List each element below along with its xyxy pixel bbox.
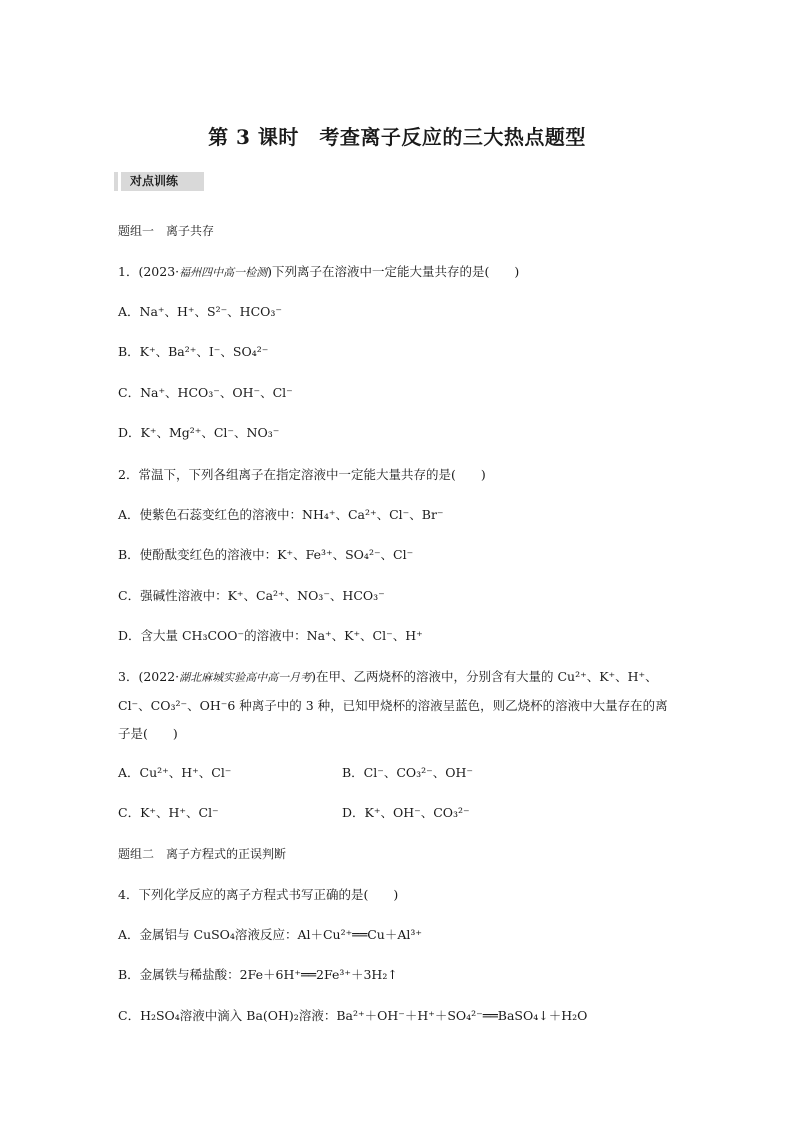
question-3-source: 湖北麻城实验高中高一月考 [179,671,312,684]
question-2-option-a: A．使紫色石蕊变红色的溶液中：NH₄⁺、Ca²⁺、Cl⁻、Br⁻ [118,507,444,522]
question-2-stem: 2．常温下，下列各组离子在指定溶液中一定能大量共存的是( ) [118,467,486,482]
question-3-suffix: )在甲、乙两烧杯的溶液中，分别含有大量的 Cu²⁺、K⁺、H⁺、Cl⁻、CO₃²⁻、OH⁻6 种离子中的 3 种，已知甲烧杯的溶液呈蓝色，则乙烧杯的溶液中大量存在的离子是( ) [118,669,668,741]
question-2-option-d: D．含大量 CH₃COO⁻的溶液中：Na⁺、K⁺、Cl⁻、H⁺ [118,628,423,643]
question-1-option-c: C．Na⁺、HCO₃⁻、OH⁻、Cl⁻ [118,385,293,400]
group-heading-2: 题组二 离子方程式的正误判断 [118,847,287,861]
question-1-suffix: )下列离子在溶液中一定能大量共存的是( ) [267,264,520,279]
question-2-option-b: B．使酚酞变红色的溶液中：K⁺、Fe³⁺、SO₄²⁻、Cl⁻ [118,547,414,562]
question-3-option-d: D．K⁺、OH⁻、CO₃²⁻ [342,805,470,820]
question-3-prefix: 3．(2022· [118,669,180,684]
question-4-option-b: B．金属铁与稀盐酸：2Fe＋6H⁺══2Fe³⁺＋3H₂↑ [118,967,398,982]
group-heading-1: 题组一 离子共存 [118,224,215,238]
question-4-option-c: C．H₂SO₄溶液中滴入 Ba(OH)₂溶液：Ba²⁺＋OH⁻＋H⁺＋SO₄²⁻══BaSO₄↓＋H₂O [118,1008,588,1023]
question-3-option-b: B．Cl⁻、CO₃²⁻、OH⁻ [342,765,474,780]
question-4-stem: 4．下列化学反应的离子方程式书写正确的是( ) [118,887,399,902]
question-1-prefix: 1．(2023· [118,264,180,279]
question-3-option-a: A．Cu²⁺、H⁺、Cl⁻ [118,765,232,780]
question-1-stem [118,262,519,283]
question-1-option-b: B．K⁺、Ba²⁺、I⁻、SO₄²⁻ [118,344,269,359]
question-1-option-a: A．Na⁺、H⁺、S²⁻、HCO₃⁻ [118,304,283,319]
section-tag: 对点训练 [118,172,204,191]
question-4-option-a: A．金属铝与 CuSO₄溶液反应：Al＋Cu²⁺══Cu＋Al³⁺ [118,927,422,942]
question-1-source: 福州四中高一检测 [179,266,268,279]
question-2-option-c: C．强碱性溶液中：K⁺、Ca²⁺、NO₃⁻、HCO₃⁻ [118,588,385,603]
question-1-option-d: D．K⁺、Mg²⁺、Cl⁻、NO₃⁻ [118,425,280,440]
question-3-option-c: C．K⁺、H⁺、Cl⁻ [118,805,219,820]
page-title: 第 3 课时 考查离子反应的三大热点题型 [208,125,586,149]
question-3-stem [118,663,678,748]
